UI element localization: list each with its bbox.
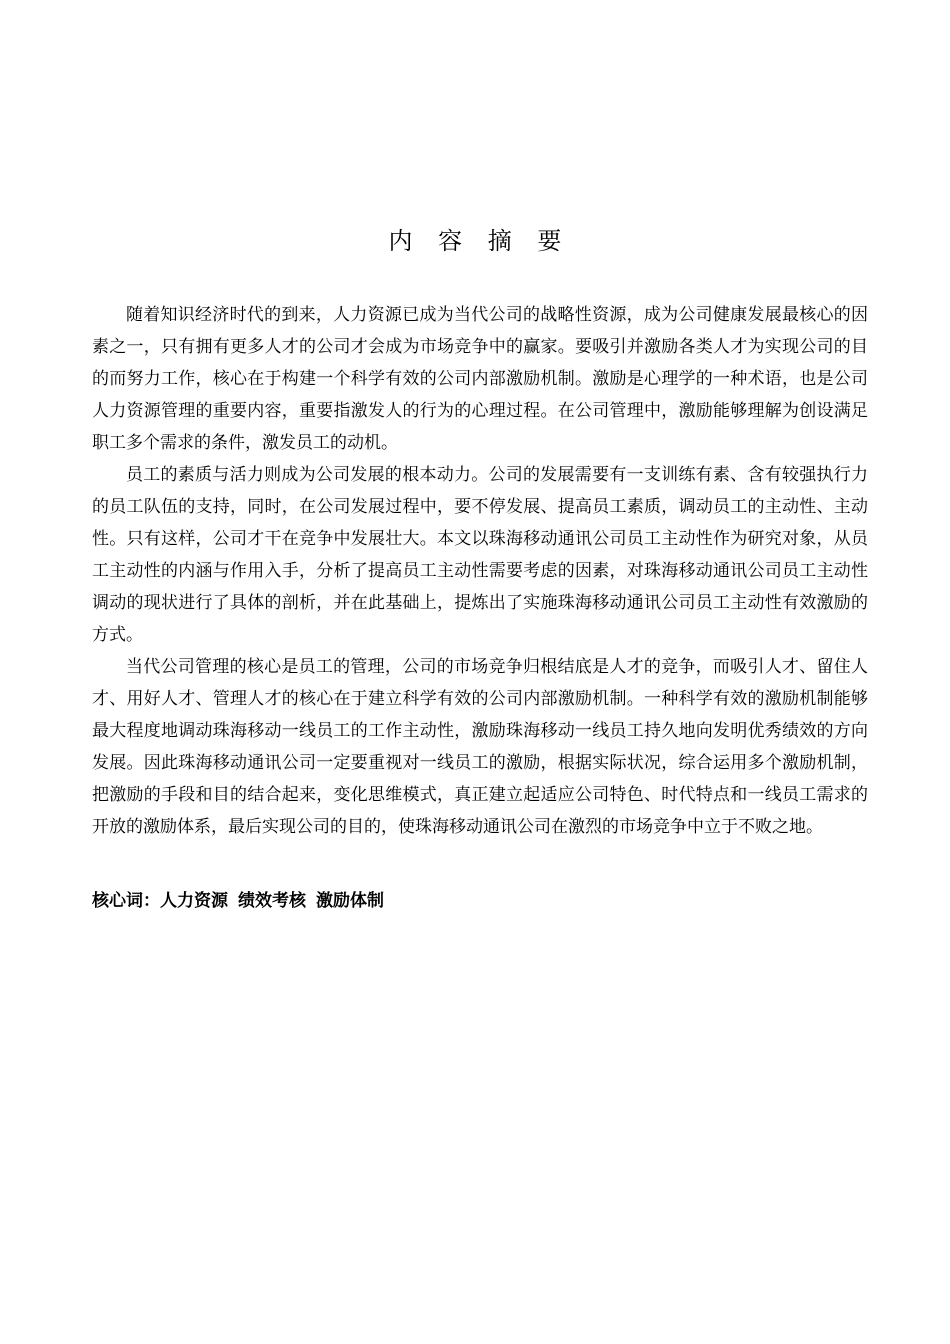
keyword-term: 人力资源 [160, 891, 228, 911]
keywords-label: 核心词： [92, 891, 160, 911]
abstract-body [92, 299, 868, 843]
abstract-paragraph-3: 当代公司管理的核心是员工的管理，公司的市场竞争归根结底是人才的竞争，而吸引人才、留住人才、用好人才、管理人才的核心在于建立科学有效的公司内部激励机制。一种科学有效的激励机制能够最大程度地调动珠海移动一线员工的工作主动性，激励珠海移动一线员工持久地向发明优秀绩效的方向发展。因此珠海移动通讯公司一定要重视对一线员工的激励，根据实际状况，综合运用多个激励机制，把激励的手段和目的结合起来，变化思维模式，真正建立起适应公司特色、时代特点和一线员工需求的开放的激励体系，最后实现公司的目的，使珠海移动通讯公司在激烈的市场竞争中立于不败之地。 [92, 657, 868, 837]
keywords-line [92, 887, 868, 915]
abstract-paragraph-2: 员工的素质与活力则成为公司发展的根本动力。公司的发展需要有一支训练有素、含有较强执行力的员工队伍的支持，同时，在公司发展过程中，要不停发展、提高员工素质，调动员工的主动性、主动性。只有这样，公司才干在竞争中发展壮大。本文以珠海移动通讯公司员工主动性作为研究对象，从员工主动性的内涵与作用入手，分析了提高员工主动性需要考虑的因素，对珠海移动通讯公司员工主动性调动的现状进行了具体的剖析，并在此基础上，提炼出了实施珠海移动通讯公司员工主动性有效激励的方式。 [92, 465, 868, 645]
keyword-term: 激励体制 [316, 891, 384, 911]
abstract-paragraph-1: 随着知识经济时代的到来，人力资源已成为当代公司的战略性资源，成为公司健康发展最核心的因素之一，只有拥有更多人才的公司才会成为市场竞争中的赢家。要吸引并激励各类人才为实现公司的目的而努力工作，核心在于构建一个科学有效的公司内部激励机制。激励是心理学的一种术语，也是公司人力资源管理的重要内容，重要指激发人的行为的心理过程。在公司管理中，激励能够理解为创设满足职工多个需求的条件，激发员工的动机。 [92, 305, 868, 453]
abstract-title: 内 容 摘 要 [388, 227, 562, 255]
keyword-term: 绩效考核 [238, 891, 306, 911]
